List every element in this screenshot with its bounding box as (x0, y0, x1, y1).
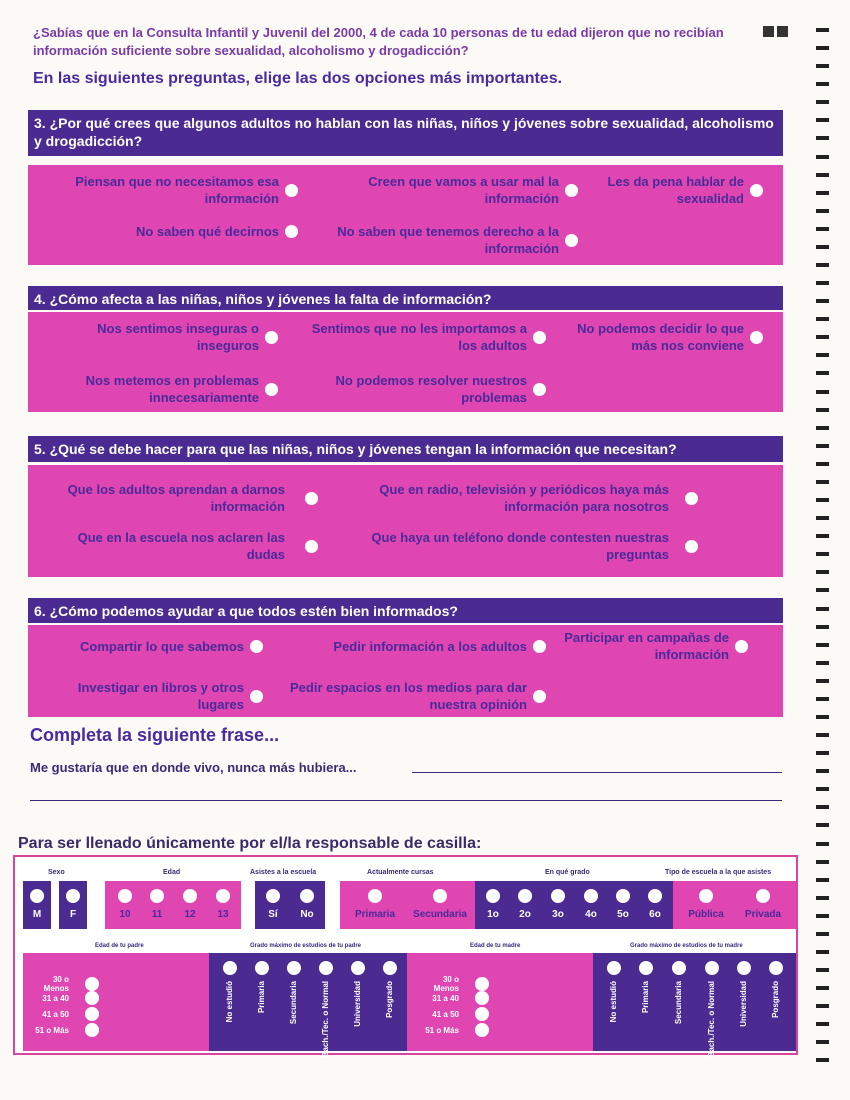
radio-bubble[interactable] (672, 961, 686, 975)
answer-line-2[interactable] (30, 800, 782, 801)
question-3-title: 3. ¿Por qué crees que algunos adultos no hablan con las niñas, niños y jóvenes sobre sexualidad, alcoholismo y drogadicción? (28, 110, 783, 156)
radio-bubble[interactable] (255, 961, 269, 975)
option-label: Sí (268, 909, 278, 920)
timing-mark (816, 100, 829, 104)
timing-mark (816, 715, 829, 719)
question-3-options (28, 165, 783, 265)
radio-bubble[interactable] (183, 889, 197, 903)
option-label: 30 o Menos (433, 975, 459, 993)
edad-padre-option-3[interactable] (35, 1007, 99, 1021)
radio-bubble[interactable] (30, 889, 44, 903)
option-label: M (32, 909, 42, 920)
timing-mark (816, 769, 829, 773)
option-label: 4o (585, 909, 597, 920)
q5-option-2[interactable] (368, 481, 698, 515)
estudios-padre-option-4[interactable] (313, 961, 339, 1057)
timing-mark (816, 896, 829, 900)
option-label: Primaria (641, 981, 650, 1014)
escuela-option-si[interactable] (259, 889, 287, 920)
tipo-label: Tipo de escuela a la que asistes (665, 869, 772, 876)
grado-option-1[interactable] (479, 889, 507, 920)
option-label: Pedir espacios en los medios para dar nuestra opinión (290, 680, 527, 712)
timing-mark (816, 625, 829, 629)
radio-bubble[interactable] (750, 184, 763, 197)
timing-mark (816, 733, 829, 737)
registration-marks (763, 26, 788, 37)
option-label: Secundaria (674, 981, 683, 1025)
option-label: No saben que tenemos derecho a la información (337, 224, 559, 256)
radio-bubble[interactable] (285, 184, 298, 197)
radio-bubble[interactable] (533, 383, 546, 396)
radio-bubble[interactable] (533, 331, 546, 344)
estudios-madre-option-3[interactable] (666, 961, 692, 1024)
radio-bubble[interactable] (265, 331, 278, 344)
radio-bubble[interactable] (699, 889, 713, 903)
timing-mark (816, 805, 829, 809)
option-label: 5o (617, 909, 629, 920)
timing-mark (816, 371, 829, 375)
option-label: Pública (688, 909, 724, 920)
radio-bubble[interactable] (223, 961, 237, 975)
option-label: No estudió (609, 981, 618, 1023)
option-label: Nos metemos en problemas innecesariamente (85, 373, 259, 405)
option-label: Que los adultos aprendan a darnos información (67, 482, 285, 514)
radio-bubble[interactable] (735, 640, 748, 653)
complete-phrase-title: Completa la siguiente frase... (30, 725, 280, 745)
radio-bubble[interactable] (737, 961, 751, 975)
edad-madre-option-2[interactable] (425, 991, 489, 1005)
timing-mark (816, 480, 829, 484)
answer-line-1[interactable] (412, 772, 782, 773)
estudios-padre-option-6[interactable] (377, 961, 403, 1018)
timing-mark (816, 643, 829, 647)
timing-mark (816, 1058, 829, 1062)
option-label: Universidad (739, 981, 748, 1027)
timing-mark (816, 390, 829, 394)
radio-bubble[interactable] (351, 961, 365, 975)
option-label: 12 (184, 909, 196, 920)
radio-bubble[interactable] (756, 889, 770, 903)
option-label: 2o (519, 909, 531, 920)
option-label: Posgrado (771, 981, 780, 1018)
q3-option-2[interactable] (313, 173, 578, 207)
timing-mark (816, 588, 829, 592)
instruction-text: En las siguientes preguntas, elige las dos opciones más importantes. (33, 70, 563, 87)
option-label: F (69, 909, 77, 920)
timing-mark (816, 552, 829, 556)
q6-option-2[interactable] (278, 638, 546, 655)
option-label: Participar en campañas de información (564, 630, 729, 662)
q4-option-4[interactable] (38, 372, 278, 406)
timing-mark (816, 245, 829, 249)
timing-mark (816, 968, 829, 972)
timing-mark (816, 82, 829, 86)
timing-mark (816, 426, 829, 430)
timing-mark (816, 697, 829, 701)
radio-bubble[interactable] (85, 1023, 99, 1037)
radio-bubble[interactable] (250, 640, 263, 653)
timing-mark (816, 408, 829, 412)
timing-mark (816, 299, 829, 303)
option-label: Primaria (354, 909, 396, 920)
radio-bubble[interactable] (300, 889, 314, 903)
edad-option-11[interactable] (143, 889, 171, 920)
timing-mark (816, 661, 829, 665)
edad-label: Edad (163, 869, 181, 876)
radio-bubble[interactable] (383, 961, 397, 975)
radio-bubble[interactable] (616, 889, 630, 903)
timing-mark (816, 317, 829, 321)
option-label: Bach./Tec. o Normal (321, 981, 330, 1058)
edad-madre-label: Edad de tu madre (470, 943, 521, 949)
estudios-madre-option-6[interactable] (763, 961, 789, 1018)
sexo-label: Sexo (48, 869, 65, 876)
option-label: 31 a 40 (42, 993, 69, 1003)
timing-mark (816, 932, 829, 936)
radio-bubble[interactable] (475, 1007, 489, 1021)
option-label: Piensan que no necesitamos esa información (75, 174, 279, 206)
option-label: 11 (151, 909, 163, 920)
option-label: 30 o Menos (43, 975, 69, 993)
timing-mark (816, 209, 829, 213)
cursas-option-primaria[interactable] (345, 889, 405, 920)
q4-option-5[interactable] (298, 372, 546, 406)
edad-madre-option-3[interactable] (425, 1007, 489, 1021)
radio-bubble[interactable] (475, 1023, 489, 1037)
option-label: Compartir lo que sabemos (80, 639, 244, 654)
timing-mark (816, 570, 829, 574)
question-5-options (28, 465, 783, 577)
tipo-option-privada[interactable] (735, 889, 791, 920)
sexo-option-f[interactable] (59, 889, 87, 920)
timing-mark (816, 281, 829, 285)
q6-option-3[interactable] (558, 629, 748, 663)
radio-bubble[interactable] (305, 492, 318, 505)
sentence-prompt: Me gustaría que en donde vivo, nunca más hubiera... (30, 760, 357, 775)
radio-bubble[interactable] (368, 889, 382, 903)
option-label: No podemos resolver nuestros problemas (335, 373, 527, 405)
option-label: Privada (744, 909, 782, 920)
option-label: Bach./Tec. o Normal (707, 981, 716, 1058)
edad-option-12[interactable] (176, 889, 204, 920)
option-label: 3o (552, 909, 564, 920)
radio-bubble[interactable] (250, 690, 263, 703)
timing-mark (816, 118, 829, 122)
timing-mark (816, 64, 829, 68)
estudios-madre-option-1[interactable] (601, 961, 627, 1022)
radio-bubble[interactable] (685, 492, 698, 505)
grado-option-6[interactable] (641, 889, 669, 920)
option-label: 51 o Más (425, 1025, 459, 1035)
radio-bubble[interactable] (584, 889, 598, 903)
timing-mark (816, 823, 829, 827)
radio-bubble[interactable] (475, 977, 489, 991)
timing-mark (816, 28, 829, 32)
q6-option-5[interactable] (278, 679, 546, 713)
option-label: 51 o Más (35, 1025, 69, 1035)
timing-mark (816, 950, 829, 954)
option-label: Secundaria (413, 909, 467, 920)
option-label: Que en la escuela nos aclaren las dudas (77, 530, 285, 562)
responsible-title: Para ser llenado únicamente por el/la responsable de casilla: (18, 835, 482, 852)
escuela-option-no[interactable] (293, 889, 321, 920)
option-label: Secundaria (289, 981, 298, 1025)
estudios-madre-option-5[interactable] (731, 961, 757, 1027)
responsible-form (13, 855, 798, 1058)
timing-mark (816, 335, 829, 339)
radio-bubble[interactable] (685, 540, 698, 553)
radio-bubble[interactable] (518, 889, 532, 903)
radio-bubble[interactable] (648, 889, 662, 903)
timing-mark (816, 263, 829, 267)
radio-bubble[interactable] (319, 961, 333, 975)
radio-bubble[interactable] (639, 961, 653, 975)
timing-mark (816, 860, 829, 864)
cursas-option-secundaria[interactable] (407, 889, 473, 920)
option-label: 10 (119, 909, 131, 920)
timing-mark (816, 173, 829, 177)
radio-bubble[interactable] (750, 331, 763, 344)
option-label: No saben qué decirnos (135, 224, 279, 239)
sexo-option-m[interactable] (23, 889, 51, 920)
q6-option-4[interactable] (38, 679, 263, 713)
option-label: 6o (649, 909, 661, 920)
radio-bubble[interactable] (551, 889, 565, 903)
timing-mark (816, 914, 829, 918)
edad-madre-option-4[interactable] (425, 1023, 489, 1037)
option-label: Posgrado (385, 981, 394, 1018)
option-label: 41 a 50 (432, 1009, 459, 1019)
question-4-title: 4. ¿Cómo afecta a las niñas, niños y jóvenes la falta de información? (28, 286, 783, 310)
timing-mark (816, 516, 829, 520)
q5-option-1[interactable] (48, 481, 318, 515)
grado-option-3[interactable] (544, 889, 572, 920)
option-label: Les da pena hablar de sexualidad (607, 174, 744, 206)
option-label: 41 a 50 (42, 1009, 69, 1019)
radio-bubble[interactable] (287, 961, 301, 975)
q4-option-1[interactable] (38, 320, 278, 354)
radio-bubble[interactable] (285, 225, 298, 238)
question-5-title: 5. ¿Qué se debe hacer para que las niñas, niños y jóvenes tengan la información que necesitan? (28, 436, 783, 462)
option-label: Creen que vamos a usar mal la información (368, 174, 559, 206)
radio-bubble[interactable] (607, 961, 621, 975)
radio-bubble[interactable] (85, 977, 99, 991)
grado-option-4[interactable] (577, 889, 605, 920)
tipo-option-publica[interactable] (679, 889, 733, 920)
estudios-padre-label: Grado máximo de estudios de tu padre (250, 943, 362, 949)
timing-mark (816, 842, 829, 846)
timing-mark (816, 191, 829, 195)
estudios-madre-label: Grado máximo de estudios de tu madre (630, 943, 743, 949)
option-label: Sentimos que no les importamos a los adultos (311, 321, 527, 353)
option-label: Que en radio, televisión y periódicos haya más información para nosotros (379, 482, 669, 514)
q5-option-3[interactable] (48, 529, 318, 563)
timing-mark (816, 227, 829, 231)
estudios-padre-option-5[interactable] (345, 961, 371, 1027)
q3-option-5[interactable] (313, 223, 578, 257)
radio-bubble[interactable] (66, 889, 80, 903)
option-label: No estudió (225, 981, 234, 1023)
radio-bubble[interactable] (265, 383, 278, 396)
intro-text: ¿Sabías que en la Consulta Infantil y Juvenil del 2000, 4 de cada 10 personas de tu edad dijeron que no recibían información suficiente sobre sexualidad, alcoholismo y drogadicción? (33, 25, 724, 58)
option-label: 31 a 40 (432, 993, 459, 1003)
timing-mark (816, 1022, 829, 1026)
timing-mark (816, 787, 829, 791)
radio-bubble[interactable] (705, 961, 719, 975)
radio-bubble[interactable] (475, 991, 489, 1005)
option-label: Nos sentimos inseguras o inseguros (97, 321, 259, 353)
estudios-madre-option-4[interactable] (699, 961, 725, 1057)
estudios-madre-option-2[interactable] (633, 961, 659, 1013)
timing-mark (816, 136, 829, 140)
radio-bubble[interactable] (486, 889, 500, 903)
edad-padre-label: Edad de tu padre (95, 943, 144, 949)
edad-option-10[interactable] (111, 889, 139, 920)
grado-option-2[interactable] (511, 889, 539, 920)
timing-mark (816, 462, 829, 466)
timing-mark (816, 155, 829, 159)
timing-mark (816, 1040, 829, 1044)
estudios-padre-option-3[interactable] (281, 961, 307, 1024)
option-label: Primaria (257, 981, 266, 1014)
radio-bubble[interactable] (85, 1007, 99, 1021)
option-label: 1o (487, 909, 499, 920)
radio-bubble[interactable] (533, 640, 546, 653)
radio-bubble[interactable] (433, 889, 447, 903)
radio-bubble[interactable] (118, 889, 132, 903)
edad-option-13[interactable] (209, 889, 237, 920)
option-label: No podemos decidir lo que más nos conviene (577, 321, 744, 353)
radio-bubble[interactable] (565, 184, 578, 197)
timing-mark (816, 1004, 829, 1008)
radio-bubble[interactable] (266, 889, 280, 903)
q3-option-3[interactable] (588, 173, 763, 207)
timing-mark (816, 353, 829, 357)
timing-mark (816, 986, 829, 990)
timing-mark (816, 46, 829, 50)
timing-mark (816, 498, 829, 502)
q3-option-1[interactable] (38, 173, 298, 207)
radio-bubble[interactable] (305, 540, 318, 553)
option-label: Investigar en libros y otros lugares (77, 680, 244, 712)
option-label: 13 (217, 909, 229, 920)
escuela-label: Asistes a la escuela (250, 869, 317, 876)
timing-mark (816, 878, 829, 882)
estudios-padre-option-2[interactable] (249, 961, 275, 1013)
grado-option-5[interactable] (609, 889, 637, 920)
option-label: Que haya un teléfono donde contesten nuestras preguntas (371, 530, 669, 562)
timing-mark (816, 751, 829, 755)
radio-bubble[interactable] (533, 690, 546, 703)
edad-padre-option-2[interactable] (35, 991, 99, 1005)
timing-marks (816, 28, 830, 1063)
timing-mark (816, 444, 829, 448)
option-label: Universidad (353, 981, 362, 1027)
q4-option-2[interactable] (298, 320, 546, 354)
radio-bubble[interactable] (150, 889, 164, 903)
timing-mark (816, 534, 829, 538)
radio-bubble[interactable] (216, 889, 230, 903)
q3-option-4[interactable] (38, 223, 298, 240)
timing-mark (816, 607, 829, 611)
q6-option-1[interactable] (38, 638, 263, 655)
option-label: Pedir información a los adultos (333, 639, 527, 654)
q5-option-4[interactable] (368, 529, 698, 563)
edad-padre-option-4[interactable] (35, 1023, 99, 1037)
estudios-padre-option-1[interactable] (217, 961, 243, 1022)
radio-bubble[interactable] (769, 961, 783, 975)
radio-bubble[interactable] (565, 234, 578, 247)
q4-option-3[interactable] (568, 320, 763, 354)
timing-mark (816, 679, 829, 683)
option-label: No (300, 909, 314, 920)
question-6-options (28, 625, 783, 717)
question-6-title: 6. ¿Cómo podemos ayudar a que todos estén bien informados? (28, 598, 783, 623)
radio-bubble[interactable] (85, 991, 99, 1005)
question-4-options (28, 312, 783, 412)
cursas-label: Actualmente cursas (367, 869, 434, 876)
grado-label: En qué grado (545, 869, 590, 876)
